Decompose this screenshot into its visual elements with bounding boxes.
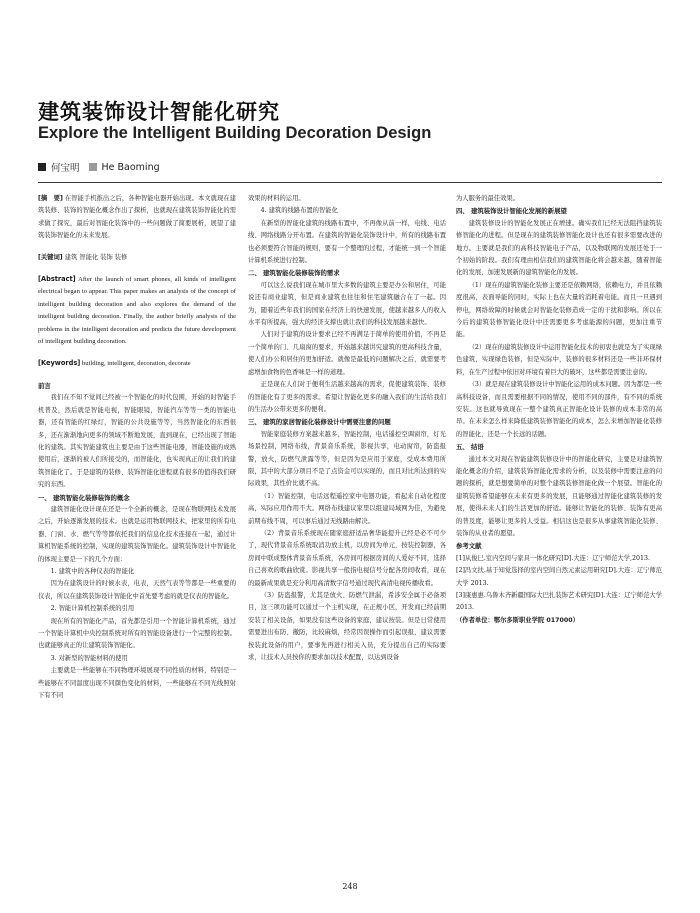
paragraph: 3. 对新型的智能材料的使用: [50, 654, 128, 662]
keywords-cn: [38, 252, 236, 264]
keywords-en: [38, 357, 236, 370]
paragraph: 4. 建筑的线路布置的智能化: [260, 207, 338, 215]
paragraph: 在新型的智能化建筑的线路布置中，不再像从前一样，电线、电话线、网络线路分开布置。在建筑的智能化装饰设计中，所有的线路布置也必须要符合智能的规则，要有一个整理的过程，才能统一到一个智能计算机系统进行控制。: [248, 219, 446, 265]
column-middle: [248, 193, 446, 664]
keywords-en-label: [Keywords]: [38, 359, 81, 368]
section-heading-1: 一、 建筑智能化装修装饰的概念: [38, 493, 130, 502]
paragraph: 主要就是一些能够在不同物理环境展现不同性质的材料，特别是一些能够在不同温度出现不同颜色变化的材料，一些能够在不同光线照射下有不同: [38, 667, 236, 700]
references-heading: 参考文献: [456, 542, 482, 551]
abstract-cn-text: 在智能手机推出之后，各种智能电器开始出现。本文就现在建筑装修、装饰的智能化概念作出了探析，也就现在建筑装饰智能化的需求做了探究，最后对智能化装饰中的一些问题做了简要展析，展望了建筑装饰智能化的未来发展。: [38, 195, 236, 240]
abstract-cn: [38, 193, 236, 243]
keywords-cn-label: [关键词]: [38, 253, 63, 261]
paragraph: （1）现在的建筑智能化装修主要还是依赖网络，依赖电力，并且依赖度很高，表面导能的同时，实际上也在大量的消耗着电能。而且一旦遇到停电，网络故障的时候就会对智能化装修造成一定的干扰和影响。所以在今后的建筑装修智能化设计中还需要更多考虑能源的问题，更加注重节能。: [456, 281, 662, 339]
paragraph: （3）防盗报警，尤其是放火、防燃气泄漏，希涉安全属于必备项目，这三项功能可以通过一个主机实现，在正规小区，开发商已经前期安装了相关设备，如果没有这些设备的家庭，建议按装。但是日常使用需要进出布防、撤防，比较麻烦，经常因误操作而引起误报，建议需要按装此设备的用户，要事先再进行相关入员，充分提出自己的实际要求，让技术人员按你的要求加以技术配置，以达到设备: [248, 592, 446, 662]
paragraph: 智能家庭装修方案越来越多，智能控制，电话遥控空调窗帘，灯光场景控制，网络布线，背景音乐系统，影视共享，电动窗帘，防盗报警，放火，防燃气泄露等等，但是因为是应用于家庭，受成本费用所限，其中的大部分项目不是了点资金可以实现的，而且对比所达到的实际效果，其性价比就不高。: [248, 430, 446, 488]
paragraph: 人们对于建筑的设计要求已经不再满足于简单的使用价值，不再是一个简单的门、几扇窗的要求，开始越来越讲究建筑的更高科技含量，使人们办公和居住的更加舒适。就像是最低的问题解决之后，就需要考虑增加食物的色香味是一样的道理。: [248, 331, 446, 376]
paragraph: （3）就是现在建筑装修设计中智能化运用的成本问题。因为都是一些高科技设备，而且需要根据不同的情况，使用不同的部件，有不同的系统安装。这也就导致现在一整个建筑真正智能化设计装修的成本非常的高昂。在未来怎么样来降低建筑装修智能化的成本，怎么来增加智能化装修的智能化，还是一个长远的话题。: [456, 381, 662, 438]
paragraph: 我们在不知不觉间已经被一个智能化的时代包围，开始的时智能手机普及，然后就是智能电视，智能眼镜，智能汽车等等一类的智能电器，还有智能的红绿灯，智能的公共设施等等，当然智能化的东西很多，还在渐渐地向更多的领域不断地发展，直到现在，已经出现了智能化的建筑。其实智能建筑也主要是由于这些智能电器，智能设施的成熟使用后，逐渐的被人们所接受的，而智能化，也实现真正的让我们的建筑智能化了。于是建筑的装修、装饰智能化进程就有很多的值得我们研究的东西。: [38, 394, 236, 489]
author-line: [38, 160, 160, 174]
header-divider: [38, 182, 662, 183]
paragraph: 1. 建筑中的各种仪表的智能化: [50, 567, 135, 575]
paragraph: （2）背景音乐系统现在随家庭舒适品奢华能提升已经是必不可少了，现代背景音乐系统取消功放主机，以房间为单元，按装控制器，各房间中联成整体背景音乐系统，各房间可根据房间的人爱好不同，选择自己喜欢的歌曲欣赏。影视共享一般指电视信号分配各房间收看，现在的最新成果就是充分利用高清数字信号通过现代高清电视传播收看。: [248, 529, 446, 587]
column-right: [456, 193, 662, 627]
keywords-cn-text: 建筑 智能化 装饰 装修: [64, 253, 128, 261]
article-title-cn: 建筑装饰设计智能化研究: [38, 100, 280, 124]
paragraph: 为人服务的最佳效果。: [456, 195, 519, 202]
paragraph: （1）智能控制，电话远程遥控家中电器功能，看起来自动化程度高，实际应用作用不大。网络布线建议家里以组建局域网为佳，为避免前期布线不周，可以事后通过无线路由解决。: [248, 492, 446, 525]
author-affiliation: （作者单位：鄂尔多斯职业学院 017000）: [456, 616, 579, 624]
section-heading-3: 三、 建筑的家居智能化装修设计中需要注意的问题: [248, 418, 391, 427]
section-heading-5: 五、 结语: [456, 443, 484, 452]
abstract-en-label: [Abstract]: [38, 275, 76, 284]
paragraph: 可以这么说我们现在城市里大多数的建筑主要是办公和居住，可能说还有商业建筑，但是商业建筑也往往和住宅建筑融合在了一起。因为，随着近些年我们的国家在经济上的快速发展，使越来越多人的收入水平有所提高，强大的经济支撑也就让我们的科技发展越来越快。: [248, 281, 446, 327]
paragraph: 正是现在人们对于便利生活越来越高的需求，促使建筑装饰、装修的智能化有了更多的需求。希望让智能化更多的融入我们的生活给我们的生活办公带来更多的便利。: [248, 381, 446, 413]
paragraph: 现在所有的智能化产品，首先都是引用一个智能计算机系统，通过一个智能计算机中央控制系统对所有的智能设备进行一个完整的控制。也就能够真正的让建筑装饰智能化。: [38, 617, 236, 650]
author-name-cn: 何宝明: [51, 163, 80, 174]
abstract-en: [38, 273, 236, 348]
section-heading-4: 四、 建筑装饰设计智能化发展的新展望: [456, 207, 567, 216]
abstract-en-text: After the launch of smart phones, all kinds of intelligent electrical began to appear. This paper makes an analysis of the concept of intelligent building decoration and also explores the demand of the intelligent building decoration. Finally, the author briefly analysis of the problems in the intelligent decoration and predicts the future development of intelligent building decoration.: [38, 276, 236, 346]
paragraph: 2. 智能计算机控制系统的引用: [50, 605, 135, 613]
reference-item: [3]康惠惠.乌鲁木齐新疆国际大巴扎装饰艺术研究[D].大连：辽宁师范大学 2013.: [456, 592, 662, 612]
reference-item: [1]从俊巳.室内空间与家具一体化研究[D].大连：辽宁师范大学,2013.: [456, 554, 651, 562]
paragraph: 因为在建筑设计的时候水表，电表，天然气表等等都是一些重要的仪表，所以在建筑装饰设计智能化中首先要考虑的就是仪表的智能化。: [38, 580, 236, 600]
reference-item: [2]冯文扶.基于知觉选择的室内空间自然元素运用研究[D].大连：辽宁师范大学 2013.: [456, 567, 662, 587]
paragraph: 建筑装修设计的智能化发展正在增速。确实我们已经无法阻挡建筑装修智能化的进程。但是现在的建筑装修智能化设计也还有很多需要改进的地方。主要就是我们的高科技智能电子产品，以及物联网的发展还处于一个初始的阶段。我们有理由相信我们的建筑智能化将会越来越，随着智能化的发展，加速发展新的建筑智能化的发展。: [456, 219, 662, 277]
square-bullet-icon: [89, 163, 97, 171]
page-number: 248: [342, 882, 358, 891]
article-title-en: Explore the Intelligent Building Decoration Design: [38, 124, 432, 142]
column-left: [38, 193, 236, 702]
author-name-en: He Baoming: [101, 161, 160, 173]
keywords-en-text: building, intelligent, decoration, decorate: [81, 360, 191, 368]
paragraph: 通过本文对现在智能建筑装修设计中的智能化研究，主要是对建筑智能化概念的介绍，建筑装饰智能化需求的分析，以及装修中需要注意的问题的探析，就是想要简单的对整个建筑装修智能化做一个展望。智能化的建筑装修希望能够在未来有更多的发展，且能够通过智能化建筑装修的发展，使得未来人们的生活更加的舒适。能够让智能化的装修、装饰有更高的普及度，能够让更多的人受益。相信这也是很多从事建筑智能化装修、装饰的从业者的愿望。: [456, 455, 662, 537]
section-heading-intro: 前言: [38, 381, 51, 390]
paragraph: 建筑智能化设计现在还是一个全新的概念，是现在物联网技术发展之后，开始逐渐发展的技术。也就是运用物联网技术，把家里的所有电器、门窗、水、燃气等等都依托我们的信息化技术连接在一起，通过计算机智能系统的控制，实现的建筑装饰智能化。建筑装饰设计中智能化的体现主要是一下的几个方面：: [38, 505, 236, 563]
section-heading-2: 二、 建筑智能化装修装饰的需求: [248, 269, 340, 278]
paragraph: （2）现在的建筑装修设计中运用智能化技术的初衷也就是为了实现绿色建筑，实现绿色装修，但是实际中，装修的很多材料还是一些非环保材料，在生产过程中依旧对环境有着巨大的破坏，这些都是需要注意的。: [456, 343, 662, 376]
square-bullet-icon: [38, 163, 46, 171]
abstract-cn-label: [摘 要]: [38, 195, 63, 202]
paragraph: 效果的材料的运用。: [248, 195, 305, 202]
